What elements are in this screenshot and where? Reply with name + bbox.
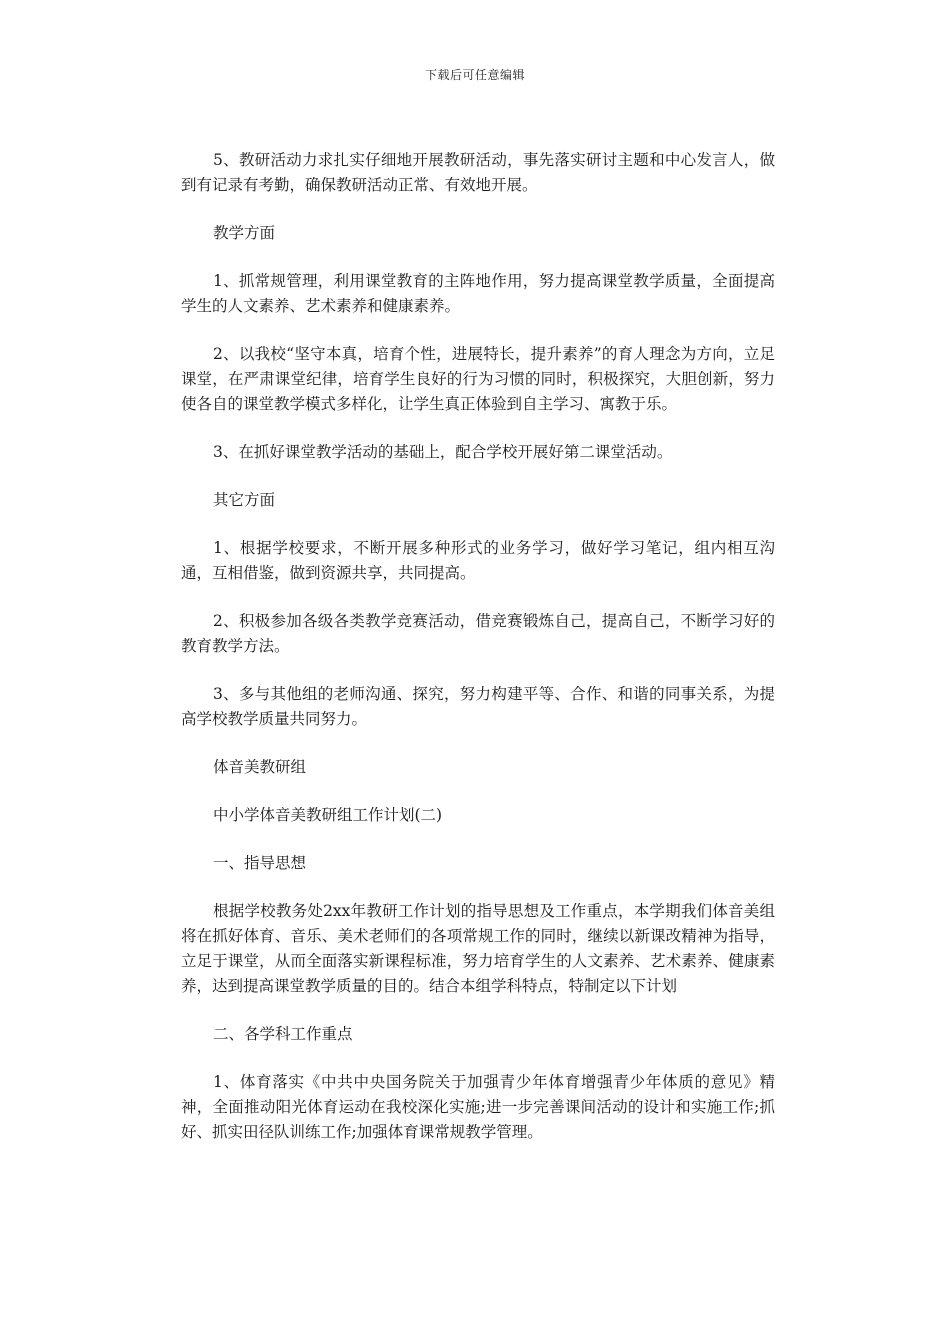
paragraph-other-1: 1、根据学校要求，不断开展多种形式的业务学习，做好学习笔记，组内相互沟通，互相借鉴，做到资源共享，共同提高。 xyxy=(181,539,775,582)
document-title-part-two: 中小学体音美教研组工作计划(二) xyxy=(213,806,443,824)
paragraph-item-5-research: 5、教研活动力求扎实仔细地开展教研活动，事先落实研讨主题和中心发言人，做到有记录有考勤，确保教研活动正常、有效地开展。 xyxy=(181,151,775,194)
document-body xyxy=(181,148,775,1168)
section-heading-teaching: 教学方面 xyxy=(213,224,276,242)
signature-group-name: 体音美教研组 xyxy=(213,758,307,776)
section-heading-guiding-thought: 一、指导思想 xyxy=(213,854,307,872)
paragraph-other-3: 3、多与其他组的老师沟通、探究，努力构建平等、合作、和谐的同事关系，为提高学校教学质量共同努力。 xyxy=(181,685,775,728)
paragraph-teaching-1: 1、抓常规管理，利用课堂教育的主阵地作用，努力提高课堂教学质量，全面提高学生的人文素养、艺术素养和健康素养。 xyxy=(181,272,775,315)
paragraph-pe-focus: 1、体育落实《中共中央国务院关于加强青少年体育增强青少年体质的意见》精神，全面推动阳光体育运动在我校深化实施;进一步完善课间活动的设计和实施工作;抓好、抓实田径队训练工作;加强体育课常规教学管理。 xyxy=(181,1073,775,1141)
paragraph-teaching-2: 2、以我校“坚守本真，培育个性，进展特长，提升素养”的育人理念为方向，立足课堂，在严肃课堂纪律，培育学生良好的行为习惯的同时，积极探究，大胆创新，努力使各自的课堂教学模式多样化，让学生真正体验到自主学习、寓教于乐。 xyxy=(181,345,775,413)
section-heading-subject-focus: 二、各学科工作重点 xyxy=(213,1025,353,1043)
page-header: 下载后可任意编辑 xyxy=(424,68,525,82)
paragraph-teaching-3: 3、在抓好课堂教学活动的基础上，配合学校开展好第二课堂活动。 xyxy=(213,443,673,461)
paragraph-guiding-thought: 根据学校教务处2xx年教研工作计划的指导思想及工作重点，本学期我们体音美组将在抓好体育、音乐、美术老师们的各项常规工作的同时，继续以新课改精神为指导，立足于课堂，从而全面落实新课程标准，努力培育学生的人文素养、艺术素养、健康素养，达到提高课堂教学质量的目的。结合本组学科特点，特制定以下计划 xyxy=(181,902,775,995)
section-heading-other: 其它方面 xyxy=(213,491,276,509)
paragraph-other-2: 2、积极参加各级各类教学竞赛活动，借竞赛锻炼自己，提高自己，不断学习好的教育教学方法。 xyxy=(181,612,775,655)
